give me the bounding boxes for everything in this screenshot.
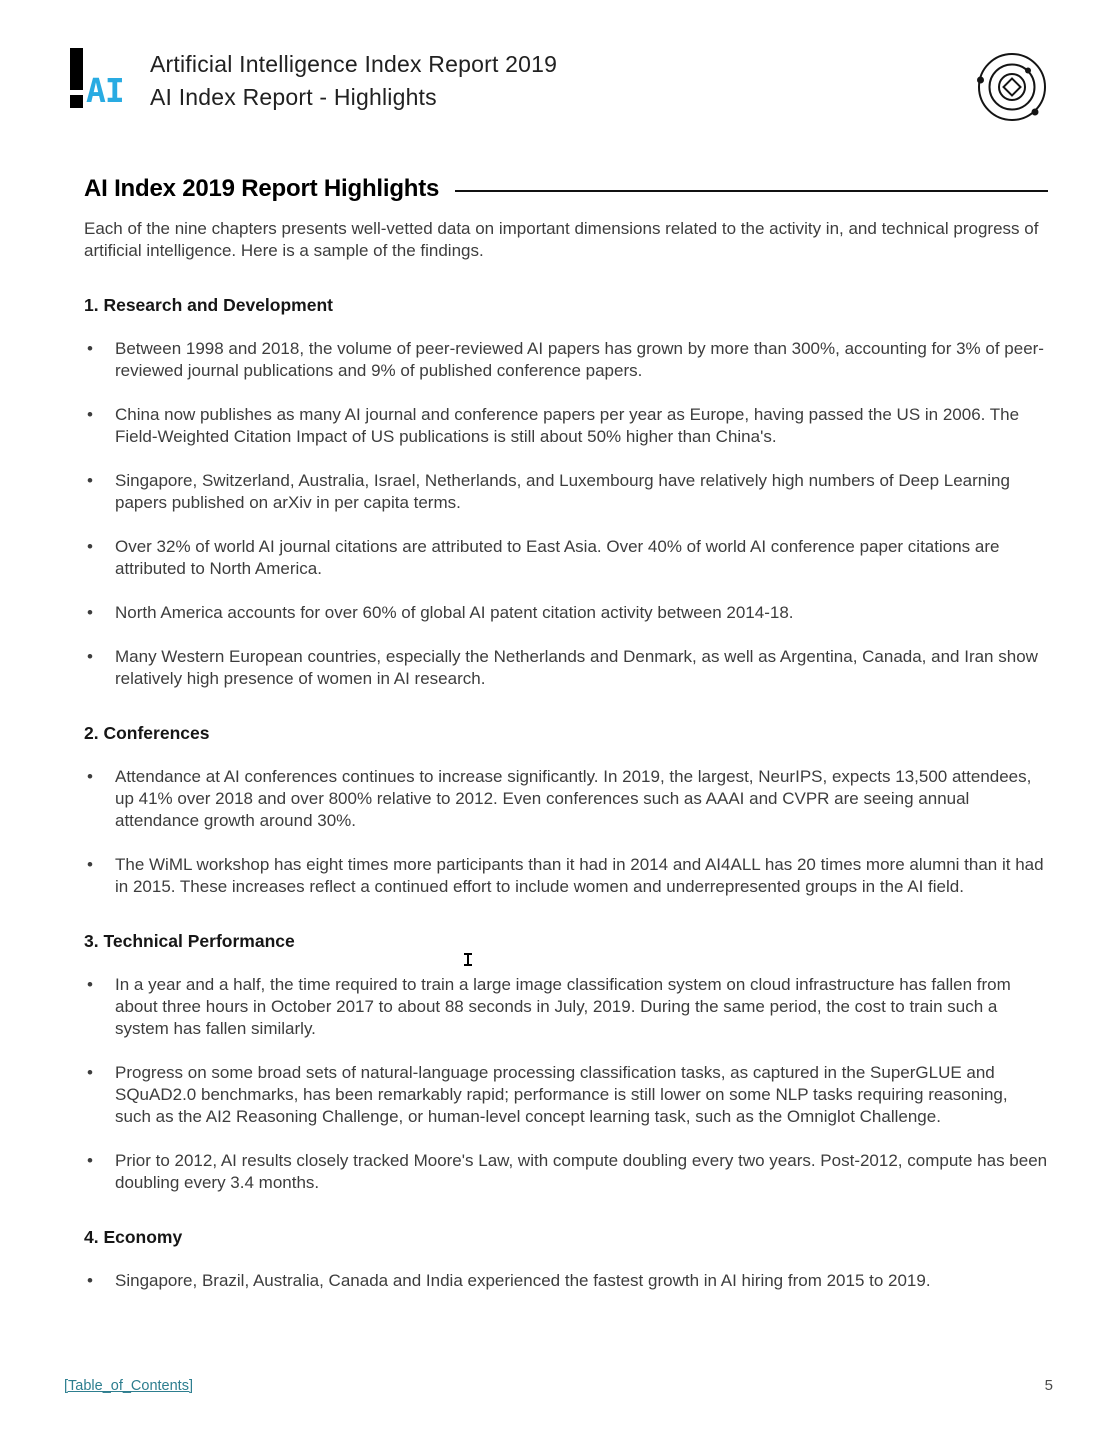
report-subtitle: AI Index Report - Highlights bbox=[150, 84, 437, 110]
section-title-research-development: 1. Research and Development bbox=[84, 295, 333, 315]
logo-bar-shape bbox=[70, 48, 83, 90]
bullet-item: • Over 32% of world AI journal citations are attributed to East Asia. Over 40% of world AI conference paper citations are attributed to North America. bbox=[84, 536, 1048, 580]
bullet-item: • Progress on some broad sets of natural-language processing classification tasks, as captured in the SuperGLUE and SQuAD2.0 benchmarks, has been remarkably rapid; performance is still lower on some NLP tasks requiring reasoning, such as the AI2 Reasoning Challenge, or human-level concept learning task, such as the Omniglot Challenge. bbox=[84, 1062, 1048, 1128]
bullet-item: • China now publishes as many AI journal and conference papers per year as Europe, having passed the US in 2006. The Field-Weighted Citation Impact of US publications is still about 50% higher than China's. bbox=[84, 404, 1048, 448]
bullet-item: • Many Western European countries, especially the Netherlands and Denmark, as well as Argentina, Canada, and Iran show relatively high presence of women in AI research. bbox=[84, 646, 1048, 690]
economy-list bbox=[84, 1270, 1048, 1292]
ai-index-logo bbox=[66, 46, 134, 110]
orbit-icon-svg bbox=[973, 48, 1051, 126]
section-title-economy: 4. Economy bbox=[84, 1227, 183, 1247]
bullet-item: • Singapore, Switzerland, Australia, Israel, Netherlands, and Luxembourg have relatively high numbers of Deep Learning papers published on arXiv in per capita terms. bbox=[84, 470, 1048, 514]
report-title: Artificial Intelligence Index Report 2019 bbox=[150, 51, 558, 77]
report-header bbox=[0, 0, 1113, 131]
header-titles bbox=[150, 46, 557, 114]
conferences-list bbox=[84, 766, 1048, 898]
page-title: AI Index 2019 Report Highlights bbox=[84, 175, 440, 202]
bullet-item: • Singapore, Brazil, Australia, Canada and India experienced the fastest growth in AI hiring from 2015 to 2019. bbox=[84, 1270, 1048, 1292]
section-title-conferences: 2. Conferences bbox=[84, 723, 210, 743]
research-development-list bbox=[84, 338, 1048, 690]
orbit-icon bbox=[973, 46, 1051, 131]
table-of-contents-link[interactable]: [Table_of_Contents] bbox=[64, 1378, 193, 1394]
page-footer bbox=[64, 1377, 1053, 1394]
technical-performance-list bbox=[84, 974, 1048, 1194]
intro-paragraph: Each of the nine chapters presents well-vetted data on important dimensions related to the activity in, and technical progress of artificial intelligence. Here is a sample of the findings. bbox=[84, 219, 1039, 260]
text-cursor-icon bbox=[464, 953, 472, 966]
logo-ai-letters: AI bbox=[86, 71, 124, 110]
bullet-item: • Attendance at AI conferences continues to increase significantly. In 2019, the largest, NeurIPS, expects 13,500 attendees, up 41% over 2018 and over 800% relative to 2012. Even conferences such as AAAI and CVPR are seeing annual attendance growth around 30%. bbox=[84, 766, 1048, 832]
heading-row bbox=[84, 175, 1048, 203]
bullet-item: • Prior to 2012, AI results closely tracked Moore's Law, with compute doubling every two years. Post-2012, compute has been doubling every 3.4 months. bbox=[84, 1150, 1048, 1194]
bullet-item: • In a year and a half, the time required to train a large image classification system on cloud infrastructure has fallen from about three hours in October 2017 to about 88 seconds in July, 2019. During the same period, the cost to train such a system has fallen similarly. bbox=[84, 974, 1048, 1040]
report-body bbox=[84, 175, 1048, 1292]
bullet-item: • The WiML workshop has eight times more participants than it had in 2014 and AI4ALL has 20 times more alumni than it had in 2015. These increases reflect a continued effort to include women and underrepresented groups in the AI field. bbox=[84, 854, 1048, 898]
bullet-item: • North America accounts for over 60% of global AI patent citation activity between 2014-18. bbox=[84, 602, 1048, 624]
section-title-technical-performance: 3. Technical Performance bbox=[84, 931, 295, 951]
page-number: 5 bbox=[1044, 1377, 1053, 1394]
logo-square-dot bbox=[70, 95, 83, 108]
heading-rule bbox=[455, 190, 1048, 192]
bullet-item: • Between 1998 and 2018, the volume of peer-reviewed AI papers has grown by more than 300%, accounting for 3% of peer-reviewed journal publications and 9% of published conference papers. bbox=[84, 338, 1048, 382]
